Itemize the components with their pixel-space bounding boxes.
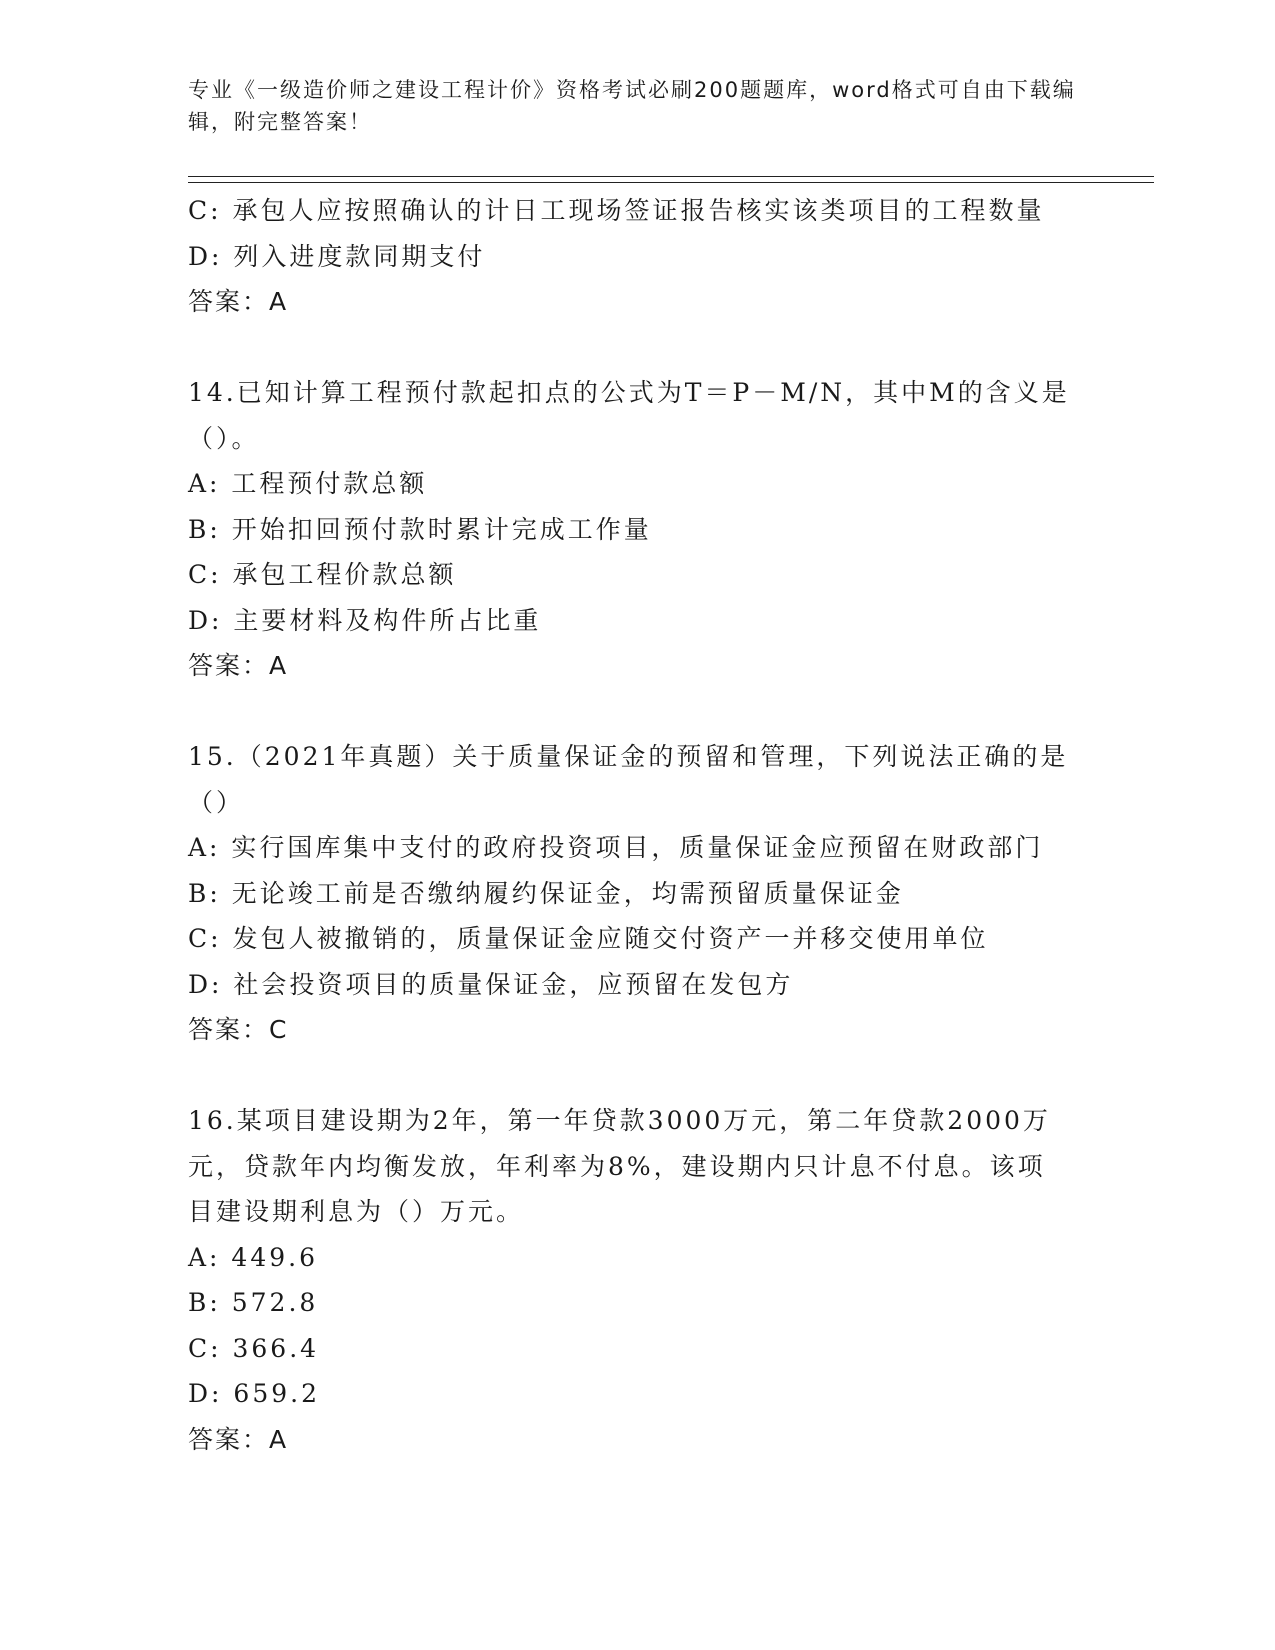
option-a: A: 工程预付款总额 xyxy=(188,469,428,498)
spacer xyxy=(188,1053,1148,1099)
option-b: B: 开始扣回预付款时累计完成工作量 xyxy=(188,514,652,544)
spacer xyxy=(188,689,1148,735)
answer-line: 答案：A xyxy=(188,287,289,316)
option-d: D: 659.2 xyxy=(188,1379,320,1408)
question-stem-line: 15.（2021年真题）关于质量保证金的预留和管理，下列说法正确的是 xyxy=(188,742,1069,771)
option-d: D: 主要材料及构件所占比重 xyxy=(188,605,542,635)
answer-line: 答案：C xyxy=(188,1015,289,1044)
question-15 xyxy=(188,734,1148,1053)
option-c: C: 承包人应按照确认的计日工现场签证报告核实该类项目的工程数量 xyxy=(188,196,1045,225)
question-14 xyxy=(188,370,1148,689)
question-13-continuation xyxy=(188,188,1148,325)
spacer xyxy=(188,325,1148,371)
header-text: 专业《一级造价师之建设工程计价》资格考试必刷200题题库，word格式可自由下载编辑，附完整答案！ xyxy=(188,78,1076,134)
question-stem-line: （）。 xyxy=(188,423,260,453)
question-stem-line: 16.某项目建设期为2年，第一年贷款3000万元，第二年贷款2000万 xyxy=(188,1106,1051,1135)
option-a: A: 449.6 xyxy=(188,1242,318,1272)
document-body xyxy=(188,188,1148,1462)
question-16 xyxy=(188,1098,1148,1462)
question-stem-line: 目建设期利息为（）万元。 xyxy=(188,1197,525,1226)
option-a: A: 实行国库集中支付的政府投资项目，质量保证金应预留在财政部门 xyxy=(188,833,1044,862)
question-stem-line: 元，贷款年内均衡发放，年利率为8%，建设期内只计息不付息。该项 xyxy=(188,1151,1046,1181)
option-c: C: 发包人被撤销的，质量保证金应随交付资产一并移交使用单位 xyxy=(188,924,989,953)
option-c: C: 承包工程价款总额 xyxy=(188,560,457,589)
question-stem-line: 14.已知计算工程预付款起扣点的公式为T＝P－M/N，其中M的含义是 xyxy=(188,378,1070,407)
option-b: B: 无论竣工前是否缴纳履约保证金，均需预留质量保证金 xyxy=(188,878,904,908)
question-stem-line: （） xyxy=(188,787,245,817)
header-divider xyxy=(188,176,1154,183)
option-b: B: 572.8 xyxy=(188,1288,319,1317)
document-header xyxy=(188,74,1088,138)
answer-line: 答案：A xyxy=(188,651,289,680)
answer-line: 答案：A xyxy=(188,1424,289,1454)
option-c: C: 366.4 xyxy=(188,1333,320,1363)
option-d: D: 列入进度款同期支付 xyxy=(188,241,486,271)
option-d: D: 社会投资项目的质量保证金，应预留在发包方 xyxy=(188,969,794,999)
